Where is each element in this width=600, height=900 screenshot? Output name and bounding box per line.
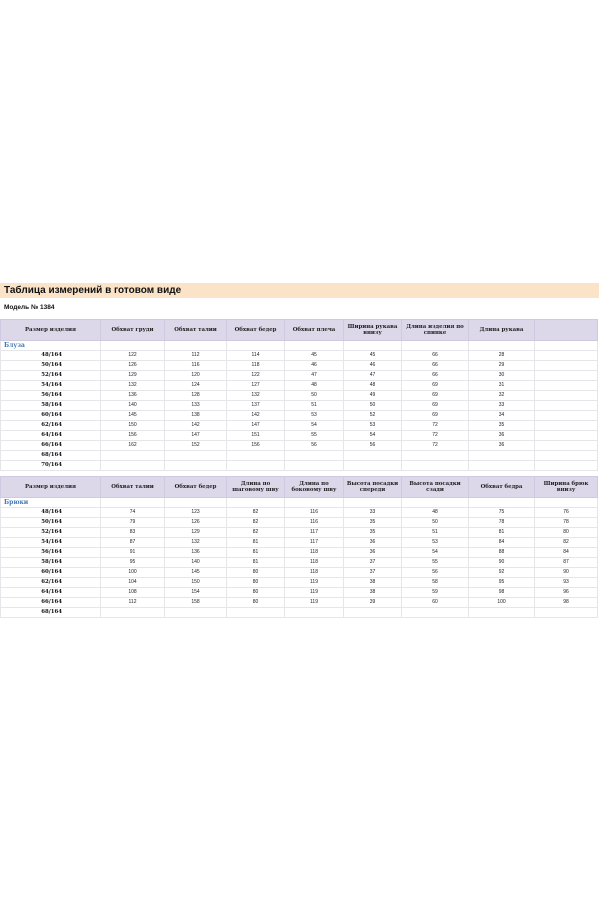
value-cell: 50 (402, 518, 469, 528)
value-cell: 78 (535, 518, 598, 528)
table-row (1, 371, 598, 381)
value-cell: 118 (285, 548, 344, 558)
column-header: Обхват талии (101, 477, 165, 498)
value-cell (227, 451, 285, 461)
value-cell: 132 (227, 391, 285, 401)
value-cell: 33 (344, 508, 402, 518)
value-cell: 81 (227, 558, 285, 568)
empty-cell (285, 498, 344, 508)
value-cell (402, 461, 469, 471)
value-cell (285, 451, 344, 461)
empty-cell (227, 498, 285, 508)
value-cell (535, 451, 598, 461)
table-row (1, 568, 598, 578)
column-header: Обхват бедер (227, 320, 285, 341)
size-cell: 62/164 (1, 421, 101, 431)
value-cell (402, 451, 469, 461)
value-cell: 87 (535, 558, 598, 568)
value-cell: 35 (469, 421, 535, 431)
value-cell: 39 (344, 598, 402, 608)
value-cell: 120 (165, 371, 227, 381)
section-label: Блуза (1, 341, 101, 351)
value-cell: 69 (402, 411, 469, 421)
value-cell: 76 (535, 508, 598, 518)
value-cell: 46 (344, 361, 402, 371)
value-cell: 138 (165, 411, 227, 421)
value-cell (165, 608, 227, 618)
value-cell: 47 (285, 371, 344, 381)
value-cell (285, 461, 344, 471)
value-cell: 117 (285, 528, 344, 538)
value-cell (535, 401, 598, 411)
value-cell: 74 (101, 508, 165, 518)
value-cell: 38 (344, 578, 402, 588)
value-cell: 69 (402, 401, 469, 411)
value-cell: 119 (285, 598, 344, 608)
table-row (1, 518, 598, 528)
size-cell: 52/164 (1, 371, 101, 381)
value-cell: 36 (344, 538, 402, 548)
value-cell: 150 (165, 578, 227, 588)
empty-cell (402, 341, 469, 351)
value-cell (165, 451, 227, 461)
value-cell: 82 (227, 508, 285, 518)
size-cell: 56/164 (1, 391, 101, 401)
size-cell: 64/164 (1, 588, 101, 598)
sheet-title: Таблица измерений в готовом виде (0, 283, 599, 298)
value-cell: 90 (535, 568, 598, 578)
value-cell: 93 (535, 578, 598, 588)
value-cell: 35 (344, 518, 402, 528)
value-cell: 54 (344, 431, 402, 441)
value-cell: 147 (227, 421, 285, 431)
value-cell: 49 (344, 391, 402, 401)
value-cell: 54 (285, 421, 344, 431)
value-cell: 75 (469, 508, 535, 518)
value-cell (101, 461, 165, 471)
size-cell: 54/164 (1, 538, 101, 548)
value-cell: 58 (402, 578, 469, 588)
column-header: Длина по шаговому шву (227, 477, 285, 498)
table-row (1, 361, 598, 371)
value-cell: 114 (227, 351, 285, 361)
section-row (1, 498, 598, 508)
value-cell: 117 (285, 538, 344, 548)
table-row (1, 608, 598, 618)
value-cell: 81 (469, 528, 535, 538)
size-cell: 50/164 (1, 361, 101, 371)
value-cell: 119 (285, 588, 344, 598)
empty-cell (227, 341, 285, 351)
size-cell: 58/164 (1, 401, 101, 411)
value-cell: 52 (344, 411, 402, 421)
value-cell: 50 (285, 391, 344, 401)
size-cell: 60/164 (1, 568, 101, 578)
empty-cell (165, 341, 227, 351)
value-cell: 126 (101, 361, 165, 371)
section-row (1, 341, 598, 351)
value-cell: 90 (469, 558, 535, 568)
value-cell: 35 (344, 528, 402, 538)
value-cell: 54 (402, 548, 469, 558)
value-cell: 46 (285, 361, 344, 371)
column-header: Обхват плеча (285, 320, 344, 341)
value-cell (344, 461, 402, 471)
value-cell: 151 (227, 431, 285, 441)
empty-cell (535, 498, 598, 508)
header-row (1, 477, 598, 498)
value-cell (285, 608, 344, 618)
size-cell: 70/164 (1, 461, 101, 471)
table-row (1, 411, 598, 421)
value-cell (101, 608, 165, 618)
value-cell: 59 (402, 588, 469, 598)
column-header: Размер изделия (1, 477, 101, 498)
empty-cell (101, 498, 165, 508)
table-row (1, 528, 598, 538)
column-header: Обхват груди (101, 320, 165, 341)
value-cell: 56 (402, 568, 469, 578)
value-cell: 28 (469, 351, 535, 361)
empty-cell (535, 341, 598, 351)
value-cell: 156 (227, 441, 285, 451)
value-cell: 53 (344, 421, 402, 431)
value-cell: 133 (165, 401, 227, 411)
value-cell: 122 (101, 351, 165, 361)
size-cell: 50/164 (1, 518, 101, 528)
value-cell: 145 (165, 568, 227, 578)
column-header: Длина рукава (469, 320, 535, 341)
value-cell: 72 (402, 421, 469, 431)
value-cell (535, 391, 598, 401)
value-cell: 36 (469, 441, 535, 451)
value-cell: 145 (101, 411, 165, 421)
value-cell: 30 (469, 371, 535, 381)
value-cell: 108 (101, 588, 165, 598)
value-cell: 112 (165, 351, 227, 361)
value-cell: 80 (227, 588, 285, 598)
value-cell: 60 (402, 598, 469, 608)
value-cell: 96 (535, 588, 598, 598)
table-row (1, 441, 598, 451)
value-cell: 80 (227, 598, 285, 608)
table-row (1, 548, 598, 558)
value-cell (469, 608, 535, 618)
value-cell: 48 (402, 508, 469, 518)
value-cell (402, 608, 469, 618)
value-cell (227, 608, 285, 618)
value-cell (535, 361, 598, 371)
value-cell (344, 608, 402, 618)
empty-cell (344, 498, 402, 508)
value-cell (535, 441, 598, 451)
size-cell: 54/164 (1, 381, 101, 391)
table-row (1, 401, 598, 411)
column-header: Обхват бедер (165, 477, 227, 498)
size-cell: 62/164 (1, 578, 101, 588)
value-cell: 142 (165, 421, 227, 431)
value-cell: 137 (227, 401, 285, 411)
size-cell: 48/164 (1, 508, 101, 518)
value-cell: 127 (227, 381, 285, 391)
value-cell: 92 (469, 568, 535, 578)
value-cell: 118 (285, 568, 344, 578)
value-cell: 38 (344, 588, 402, 598)
value-cell: 56 (344, 441, 402, 451)
value-cell: 79 (101, 518, 165, 528)
value-cell: 116 (165, 361, 227, 371)
column-header: Длина по боковому шву (285, 477, 344, 498)
value-cell: 91 (101, 548, 165, 558)
value-cell: 132 (165, 538, 227, 548)
value-cell: 150 (101, 421, 165, 431)
table-row (1, 351, 598, 361)
size-cell: 58/164 (1, 558, 101, 568)
table-row (1, 381, 598, 391)
value-cell: 116 (285, 518, 344, 528)
size-cell: 48/164 (1, 351, 101, 361)
value-cell: 82 (227, 528, 285, 538)
value-cell: 48 (285, 381, 344, 391)
value-cell: 98 (535, 598, 598, 608)
empty-cell (101, 341, 165, 351)
value-cell (344, 451, 402, 461)
value-cell: 72 (402, 431, 469, 441)
size-cell: 66/164 (1, 441, 101, 451)
value-cell: 45 (285, 351, 344, 361)
table-row (1, 461, 598, 471)
value-cell: 36 (469, 431, 535, 441)
size-cell: 68/164 (1, 608, 101, 618)
value-cell (165, 461, 227, 471)
value-cell: 118 (285, 558, 344, 568)
value-cell: 51 (285, 401, 344, 411)
value-cell: 84 (469, 538, 535, 548)
value-cell: 95 (469, 578, 535, 588)
column-header: Ширина брюк внизу (535, 477, 598, 498)
table-row (1, 421, 598, 431)
value-cell: 55 (285, 431, 344, 441)
table-row (1, 451, 598, 461)
value-cell: 82 (535, 538, 598, 548)
value-cell: 147 (165, 431, 227, 441)
value-cell: 162 (101, 441, 165, 451)
table-row (1, 578, 598, 588)
value-cell: 69 (402, 391, 469, 401)
value-cell: 36 (344, 548, 402, 558)
size-cell: 66/164 (1, 598, 101, 608)
model-number: Модель № 1384 (4, 304, 55, 311)
table-row (1, 598, 598, 608)
value-cell: 31 (469, 381, 535, 391)
value-cell: 37 (344, 568, 402, 578)
value-cell: 83 (101, 528, 165, 538)
value-cell: 37 (344, 558, 402, 568)
empty-cell (285, 341, 344, 351)
value-cell: 152 (165, 441, 227, 451)
value-cell: 81 (227, 548, 285, 558)
value-cell: 100 (101, 568, 165, 578)
column-header: Обхват талии (165, 320, 227, 341)
value-cell: 69 (402, 381, 469, 391)
value-cell: 32 (469, 391, 535, 401)
value-cell: 132 (101, 381, 165, 391)
value-cell (535, 421, 598, 431)
size-cell: 56/164 (1, 548, 101, 558)
value-cell: 34 (469, 411, 535, 421)
value-cell (101, 451, 165, 461)
trousers-table (0, 476, 598, 618)
value-cell: 154 (165, 588, 227, 598)
value-cell: 156 (101, 431, 165, 441)
value-cell: 119 (285, 578, 344, 588)
value-cell: 81 (227, 538, 285, 548)
value-cell: 66 (402, 361, 469, 371)
value-cell: 47 (344, 371, 402, 381)
value-cell: 124 (165, 381, 227, 391)
value-cell: 82 (227, 518, 285, 528)
size-cell: 68/164 (1, 451, 101, 461)
value-cell: 95 (101, 558, 165, 568)
value-cell: 48 (344, 381, 402, 391)
value-cell: 128 (165, 391, 227, 401)
column-header: Высота посадки сзади (402, 477, 469, 498)
value-cell: 53 (402, 538, 469, 548)
column-header: Обхват бедра (469, 477, 535, 498)
value-cell: 136 (165, 548, 227, 558)
value-cell (535, 461, 598, 471)
value-cell (535, 351, 598, 361)
table-row (1, 558, 598, 568)
value-cell: 140 (165, 558, 227, 568)
section-label: Брюки (1, 498, 101, 508)
size-cell: 60/164 (1, 411, 101, 421)
column-header (535, 320, 598, 341)
empty-cell (344, 341, 402, 351)
value-cell: 72 (402, 441, 469, 451)
value-cell: 158 (165, 598, 227, 608)
value-cell (535, 371, 598, 381)
value-cell: 66 (402, 371, 469, 381)
empty-cell (402, 498, 469, 508)
value-cell (535, 411, 598, 421)
value-cell: 122 (227, 371, 285, 381)
value-cell: 56 (285, 441, 344, 451)
size-cell: 52/164 (1, 528, 101, 538)
value-cell (535, 381, 598, 391)
value-cell: 87 (101, 538, 165, 548)
value-cell: 116 (285, 508, 344, 518)
value-cell: 78 (469, 518, 535, 528)
empty-cell (469, 341, 535, 351)
value-cell: 80 (227, 578, 285, 588)
header-row (1, 320, 598, 341)
value-cell: 129 (165, 528, 227, 538)
value-cell: 51 (402, 528, 469, 538)
value-cell: 66 (402, 351, 469, 361)
value-cell (469, 451, 535, 461)
value-cell (535, 608, 598, 618)
value-cell: 84 (535, 548, 598, 558)
value-cell: 140 (101, 401, 165, 411)
value-cell: 142 (227, 411, 285, 421)
value-cell: 112 (101, 598, 165, 608)
value-cell: 80 (535, 528, 598, 538)
table-row (1, 431, 598, 441)
blouse-table (0, 319, 598, 471)
value-cell: 126 (165, 518, 227, 528)
column-header: Высота посадки спереди (344, 477, 402, 498)
measurement-sheet (0, 283, 600, 618)
empty-cell (165, 498, 227, 508)
value-cell: 45 (344, 351, 402, 361)
value-cell: 50 (344, 401, 402, 411)
table-row (1, 588, 598, 598)
value-cell: 129 (101, 371, 165, 381)
value-cell: 123 (165, 508, 227, 518)
column-header: Размер изделия (1, 320, 101, 341)
value-cell: 55 (402, 558, 469, 568)
value-cell: 33 (469, 401, 535, 411)
column-header: Ширина рукава внизу (344, 320, 402, 341)
value-cell: 80 (227, 568, 285, 578)
value-cell: 98 (469, 588, 535, 598)
table-row (1, 508, 598, 518)
table-row (1, 391, 598, 401)
empty-cell (469, 498, 535, 508)
value-cell: 136 (101, 391, 165, 401)
table-row (1, 538, 598, 548)
value-cell (469, 461, 535, 471)
column-header: Длина изделия по спинке (402, 320, 469, 341)
value-cell: 53 (285, 411, 344, 421)
value-cell: 104 (101, 578, 165, 588)
value-cell: 118 (227, 361, 285, 371)
value-cell: 100 (469, 598, 535, 608)
value-cell: 88 (469, 548, 535, 558)
value-cell (535, 431, 598, 441)
value-cell: 29 (469, 361, 535, 371)
value-cell (227, 461, 285, 471)
size-cell: 64/164 (1, 431, 101, 441)
